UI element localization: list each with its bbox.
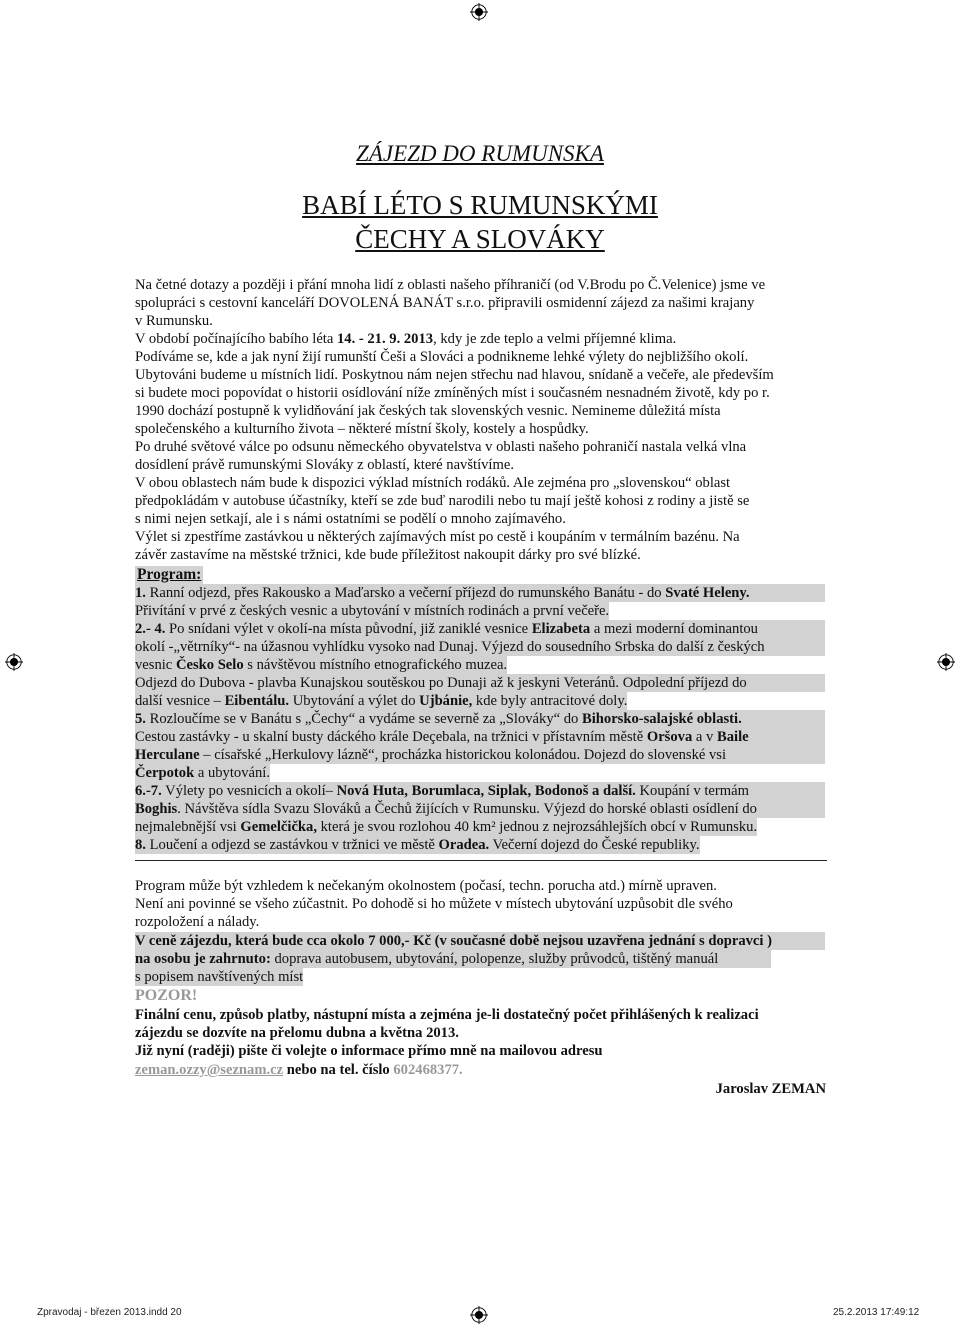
program-line: 8. Loučení a odjezd se zastávkou v tržnici ve městě Oradea. Večerní dojezd do České republiky. <box>135 837 700 853</box>
registration-mark-icon <box>470 3 488 21</box>
note-line: Program může být vzhledem k nečekaným okolnostem (počasí, techn. porucha atd.) mírně upraven. <box>135 878 717 894</box>
program-line: 1. Ranní odjezd, přes Rakousko a Maďarsko a večerní příjezd do rumunského Banátu - do Svaté Heleny. <box>135 584 825 602</box>
section-divider <box>135 860 827 861</box>
contact-line: zeman.ozzy@seznam.cz nebo na tel. číslo 602468377. <box>135 1062 463 1078</box>
intro-line: Po druhé světové válce po odsunu německého obyvatelstva v oblasti našeho pohraničí nastala velká vlna <box>135 439 747 455</box>
program-line: Boghis. Návštěva sídla Svazu Slováků a Čechů žijících v Rumunsku. Výjezd do horské oblasti osídlení do <box>135 800 825 818</box>
email-link[interactable]: zeman.ozzy@seznam.cz <box>135 1062 284 1078</box>
warning-label: POZOR! <box>135 987 198 1004</box>
intro-line: v Rumunsku. <box>135 313 213 329</box>
program-line: další vesnice – Eibentálu. Ubytování a výlet do Ujbánie, kde byly antracitové doly. <box>135 693 628 709</box>
phone-number: 602468377. <box>393 1062 463 1078</box>
intro-line: společenského a kulturního života – některé místní školy, kostely a hospůdky. <box>135 421 589 437</box>
intro-line: závěr zastavíme na městské tržnici, kde bude příležitost nakoupit dárky pro své blízké. <box>135 547 641 563</box>
program-line: Cestou zastávky - u skalní busty dáckého krále Deçebala, na tržnici v přístavním městě Oršova a v Baile <box>135 728 825 746</box>
intro-line: Na četné dotazy a později i přání mnoha lidí z oblasti našeho příhraničí (od V.Brodu po Č.Velenice) jsme ve <box>135 277 766 293</box>
warning-line: zájezdu se dozvíte na přelomu dubna a května 2013. <box>135 1025 459 1041</box>
warning-line: Již nyní (raději) pište či volejte o informace přímo mně na mailovou adresu <box>135 1043 603 1059</box>
program-line: 6.-7. Výlety po vesnicích a okolí– Nová Huta, Borumlaca, Siplak, Bodonoš a další. Koupání v termám <box>135 782 825 800</box>
intro-line: 1990 dochází postupně k vylidňování jak českých tak slovenských vesnic. Nemineme důležitá místa <box>135 403 721 419</box>
intro-line: Podíváme se, kde a jak nyní žijí rumunští Češi a Slováci a podnikneme lehké výlety do nejbližšího okolí. <box>135 349 749 365</box>
program-heading: Program: <box>137 566 202 583</box>
intro-line: s nimi nejen setkají, ale i s námi ostatními se podělí o mnoho zajímavého. <box>135 511 566 527</box>
price-line: s popisem navštívených míst <box>135 969 304 985</box>
footer-filename: Zpravodaj - březen 2013.indd 20 <box>37 1307 182 1318</box>
program-line: nejmalebnější vsi Gemelčička, která je svou rozlohou 40 km² jednou z nejrozsáhlejších obcí v Rumunsku. <box>135 819 758 835</box>
article-title-line1: BABÍ LÉTO S RUMUNSKÝMI <box>302 190 658 220</box>
note-line: rozpoložení a nálady. <box>135 914 260 930</box>
program-line: Herculane – císařské „Herkulovy lázně“, procházka historickou kolonádou. Dojezd do slovenské vsi <box>135 746 825 764</box>
price-line: V ceně zájezdu, která bude cca okolo 7 000,- Kč (v současné době nejsou uzavřena jednání s dopravci ) <box>135 932 825 950</box>
intro-line: V období počínajícího babího léta 14. - 21. 9. 2013, kdy je zde teplo a velmi příjemné klima. <box>135 331 677 347</box>
program-line: 5. Rozloučíme se v Banátu s „Čechy“ a vydáme se severně za „Slováky“ do Bihorsko-salajské oblasti. <box>135 710 825 728</box>
intro-line: si budete moci popovídat o historii osídlování níže zmíněných míst i současném nesnadném životě, kdy po r. <box>135 385 770 401</box>
signature: Jaroslav ZEMAN <box>715 1081 826 1097</box>
warning-line: Finální cenu, způsob platby, nástupní místa a zejména je-li dostatečný počet přihlášených k realizaci <box>135 1007 759 1023</box>
registration-mark-icon <box>5 653 23 671</box>
program-line: 2.- 4. Po snídani výlet v okolí-na místa původní, již zaniklé vesnice Elizabeta a mezi moderní dominantou <box>135 620 825 638</box>
price-line: na osobu je zahrnuto: doprava autobusem, ubytování, polopenze, služby průvodců, tištěný manuál <box>135 950 771 968</box>
intro-line: Ubytováni budeme u místních lidí. Poskytnou nám nejen střechu nad hlavou, snídaně a večeře, ale především <box>135 367 774 383</box>
intro-line: předpokládám v autobuse účastníky, kteří se zde buď narodili nebo tu mají ještě kohosi z rodiny a jistě se <box>135 493 750 509</box>
registration-mark-icon <box>470 1306 488 1324</box>
intro-line: Výlet si zpestříme zastávkou u některých zajímavých míst po cestě i koupáním v termálním bazénu. Na <box>135 529 740 545</box>
footer-timestamp: 25.2.2013 17:49:12 <box>833 1307 920 1318</box>
intro-line: V obou oblastech nám bude k dispozici výklad místních rodáků. Ale zejména pro „slovenskou“ oblast <box>135 475 731 491</box>
note-line: Není ani povinné se všeho zúčastnit. Po dohodě si ho můžete v místech ubytování uzpůsobit dle svého <box>135 896 733 912</box>
article-title-line2: ČECHY A SLOVÁKY <box>355 224 605 254</box>
program-line: Přivítání v prvé z českých vesnic a ubytování v místních rodinách a první večeře. <box>135 603 610 619</box>
article-subtitle: ZÁJEZD DO RUMUNSKA <box>356 141 604 166</box>
program-line: vesnic Česko Selo s návštěvou místního etnografického muzea. <box>135 657 508 673</box>
intro-line: dosídlení právě rumunskými Slováky z oblastí, které navštívíme. <box>135 457 514 473</box>
program-line: Odjezd do Dubova - plavba Kunajskou soutěskou po Dunaji až k jeskyni Veteránů. Odpolední příjezd do <box>135 674 825 692</box>
program-line: Čerpotok a ubytování. <box>135 765 270 781</box>
intro-line: spolupráci s cestovní kanceláří DOVOLENÁ BANÁT s.r.o. připravili osmidenní zájezd za našimi krajany <box>135 295 755 311</box>
program-line: okolí -„větrníky“- na úžasnou vyhlídku vysoko nad Dunaj. Výjezd do sousedního Srbska do další z českých <box>135 638 825 656</box>
registration-mark-icon <box>937 653 955 671</box>
